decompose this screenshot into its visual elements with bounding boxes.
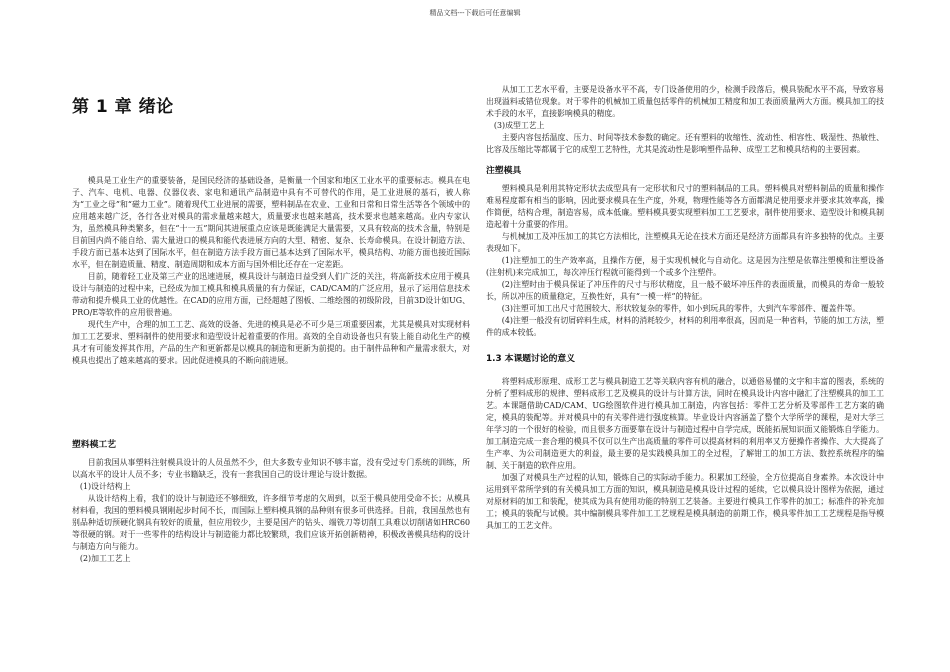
paragraph: 现代生产中，合理的加工工艺、高效的设备、先进的模具是必不可少是三项重要因素，尤其是模具对实现材料加工工艺要求、塑料制件的使用要求和造型设计起着重要的作用。高效的全自动设备也只有装上能自动化生产的模具才有可能发挥其作用，产品的生产和更新都是以模具的制造和更新为前提的。由于制件品种和产量需求很大，对模具也提出了越来越高的要求。因此促进模具的不断向前进展。	[72, 320, 470, 365]
paragraph: 加强了对模具生产过程的认知，锻炼自己的实际动手能力。积累加工经验，全方位提高自身素养。本次设计中运用到平常所学到的有关模具加工方面的知识，模具制造是模具设计过程的延续，它以模具设计图样为依据，通过对原材料的加工和装配，使其成为具有使用功能的特别工艺装备。主要进行模具工作零件的加工；标准件的补充加工；模具的装配与试模。其中编制模具零件加工工艺规程是模具制造的前期工作，模具零件加工工艺规程是指导模具加工的工艺文件。	[486, 473, 884, 530]
subheading: (3)成型工艺上	[493, 121, 545, 130]
spacer	[486, 364, 884, 376]
paragraph: 塑料模具是利用其特定形状去成型具有一定形状和尺寸的塑料制品的工具。塑料模具对塑料制品的质量和操作难易程度都有相当的影响，因此要求模具在生产度，外观，物理性能等各方面都满足使用要求并要求其效率高，操作简便，结构合理，制造容易，成本低廉。塑料模具要实现塑料加工工艺要求，制件使用要求、造型设计和模具制造起着十分重要的作用。	[486, 184, 884, 229]
paragraph: 模具是工业生产的重要装备，是国民经济的基础设备，是衡量一个国家和地区工业水平的重要标志。模具在电子、汽车、电机、电器、仪器仪表、家电和通讯产品制造中具有不可替代的作用，是工业进展的基石，被人称为“工业之母”和“磁力工业”。随着现代工业进展的需要，塑料制品在农业、工业和日常和日常生活等各个领域中的应用越来越广泛，各行各业对模具的需求量越来越大，质量要求也越来越高，技术要求也越来越高。业内专家认为，虽然模具种类繁多，但在“十一五”期间其进展重点应该是既能满足大量需要，又具有较高的技术含量，特别是目前国内尚不能自给、需大量进口的模具和能代表进展方向的大型、精密、复杂、长寿命模具。在设计制造方法、手段方面已基本达到了国际水平，但在制造方法手段方面已基本达到了国际水平，模具结构、功能方面也接近国际水平，但在制造质量、精度、制造周期和成本方面与国外相比还存在一定差距。	[72, 176, 470, 269]
paragraph: 将塑料成形原理、成形工艺与模具制造工艺等关联内容有机的融合，以通俗易懂的文字和丰富的图表，系统的分析了塑料成形的规律、塑料成形工艺及模具的设计与计算方法，同时在模具设计内容中融汇了注塑模具的加工工艺。本课题借助CAD/CAM、UG绘图软件进行模具加工制造，内容包括：零件工艺分析及零部件工艺方案的确定，模具的装配等。并对模具中的有关零件进行强度核算。毕业设计内容涵盖了整个大学所学的课程，是对大学三年学习的一个很好的检验，而且很多方面要靠在设计与制造过程中自学完成，既能拓展知识面又能锻炼自学能力。加工制造完成一套合理的模具不仅可以生产出高质量的零件可以提高材料的利用率又方便操作者操作、大大提高了生产率、为公司制造更大的利益，最主要的是实践模具加工的全过程，了解钳工的加工方法、数控系统程序的编制、关于制造的软件应用。	[486, 377, 884, 470]
left-column	[72, 92, 470, 565]
spacer	[72, 450, 470, 457]
paragraph: 从设计结构上看，我们的设计与制造还不够细致，许多细节考虑的欠周到，以至于模具使用受命不长；从模具材料看，我国的塑料模具钢刚起步时间不长，而国际上塑料模具钢的品种则有很多可供选择。目前，我国虽然也有别品种适切预硬化钢具有较好的质量，但应用较少，主要是国产的钻头、端铣刀等切削工具难以切削诸如HRC60等很硬的钢。对于一些零件的结构设计与制造能力都比较繁琐，我们应该开拓创新精神，积极改善模具结构的设计与制造方向与能力。	[72, 494, 470, 551]
paragraph: 从加工工艺水平看，主要是设备水平不高，专门设备使用的少，检测手段落后，模具装配水平不高，导致容易出现溢料或错位现象。对于零件的机械加工质量包括零件的机械加工精度和加工表面质量两大方面。模具加工的技术手段的水平，直接影响模具的精度。	[486, 85, 884, 118]
paragraph: (1)注塑加工的生产效率高，且操作方便，易于实现机械化与自动化。这是因为注塑是依靠注塑模和注塑设备(注射机)来完成加工，每次冲压行程就可能得到一个或多个注塑件。	[486, 256, 884, 277]
section-heading-plastic-mold-process: 塑料模工艺	[72, 440, 116, 450]
spacer	[486, 339, 884, 351]
paragraph: 主要内容包括温度、压力、时间等技术参数的确定。还有塑料的收缩性、流动性、相容性、吸湿性、热敏性、比容及压缩比等都属于它的成型工艺特性，尤其是流动性是影响塑件品种、成型工艺和模具结构的主要因素。	[486, 133, 884, 154]
spacer	[72, 367, 470, 437]
paragraph: (3)注塑可加工出尺寸范围较大、形状较复杂的零件，如小到玩具的零件，大到汽车零部件、覆盖件等。	[501, 304, 861, 313]
spacer	[486, 176, 884, 183]
subheading: (2)加工工艺上	[79, 554, 131, 563]
chapter-title: 第 1 章 绪论	[72, 97, 174, 117]
section-heading-significance: 1.3 本课题讨论的意义	[486, 354, 576, 364]
subheading: (1)设计结构上	[79, 482, 131, 491]
paragraph: (4)注塑一般没有切屑碎料生成，材料的消耗较少，材料的利用率很高，因而是一种省料，节能的加工方法，塑件的成本较低。	[486, 316, 884, 337]
paragraph: 目前，随着轻工业及第三产业的迅速进展，模具设计与制造日益受到人们广泛的关注，将高新技术应用于模具设计与制造的过程中来，已经成为加工模具和模具质量的有力保证，CAD/CAM的广泛应用，显示了运用信息技术带动和提升模具工业的优越性。在CAD的应用方面，已经超越了图板、二维绘图的初级阶段，目前3D设计如UG、PRO/E等软件的应用很普遍。	[72, 272, 470, 317]
section-heading-injection-mold: 注塑模具	[486, 166, 522, 176]
paragraph: (2)注塑时由于模具保证了冲压件的尺寸与形状精度，且一般不破坏冲压件的表面质量，而模具的寿命一般较长，所以冲压的质量稳定，互换性好，具有“一模一样”的特征。	[486, 280, 884, 301]
spacer	[486, 156, 884, 163]
right-column	[486, 84, 884, 532]
paragraph: 目前我国从事塑料注射模具设计的人员虽然不少，但大多数专业知识不够丰富，没有受过专门系统的训练，所以高水平的设计人员不多；专业书籍缺乏，没有一套我国自己的设计理论与设计数据。	[72, 458, 470, 479]
paragraph: 与机械加工及冲压加工的其它方法相比，注塑模具无论在技术方面还是经济方面都具有许多独特的优点。主要表现如下。	[486, 232, 884, 253]
page-header-note: 精品文档---下载后可任意编辑	[429, 9, 521, 17]
